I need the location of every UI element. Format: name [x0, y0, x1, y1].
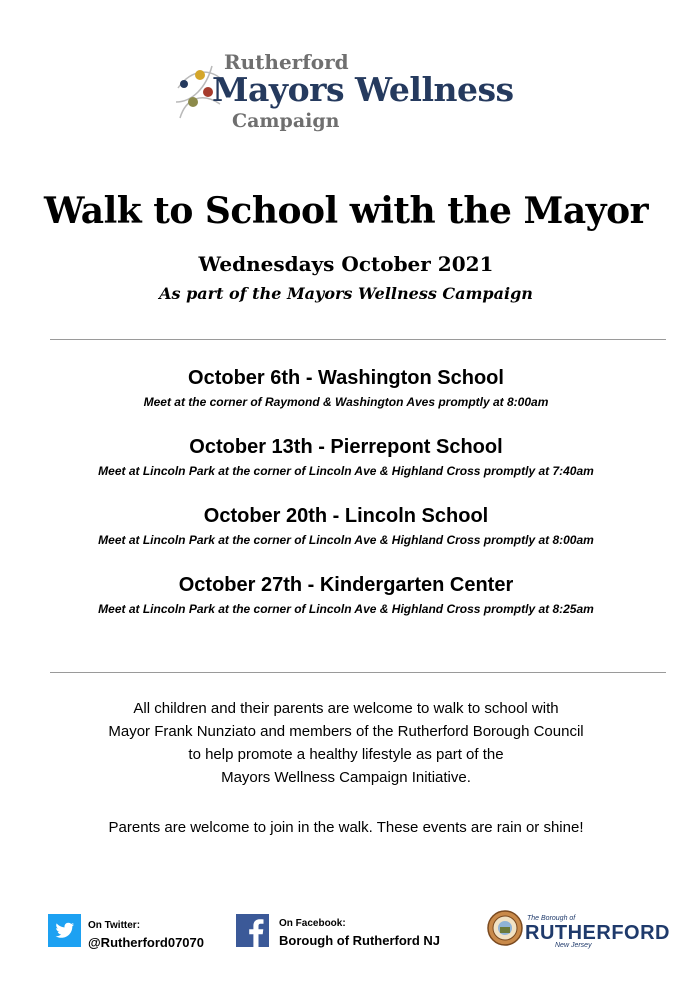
event-detail: Meet at Lincoln Park at the corner of Lincoln Ave & Highland Cross promptly at 8:00am — [98, 533, 594, 547]
page-tagline: As part of the Mayors Wellness Campaign — [159, 284, 533, 303]
event-title: October 13th - Pierrepont School — [189, 436, 503, 458]
event-detail: Meet at Lincoln Park at the corner of Lincoln Ave & Highland Cross promptly at 7:40am — [98, 464, 594, 478]
facebook-info — [279, 917, 440, 951]
event-detail: Meet at Lincoln Park at the corner of Lincoln Ave & Highland Cross promptly at 8:25am — [98, 602, 594, 616]
twitter-info — [88, 919, 204, 953]
logo-text-campaign: Campaign — [232, 110, 340, 132]
invitation-line: Mayor Frank Nunziato and members of the Rutherford Borough Council — [108, 723, 584, 740]
divider-top — [50, 339, 666, 340]
facebook-label: On Facebook: — [279, 918, 346, 929]
twitter-label: On Twitter: — [88, 920, 141, 931]
closing-note: Parents are welcome to join in the walk. These events are rain or shine! — [108, 819, 584, 836]
logo-text-rutherford: Rutherford — [224, 50, 349, 74]
event-detail: Meet at the corner of Raymond & Washington Aves promptly at 8:00am — [143, 395, 549, 409]
logo-text-mayors-wellness: Mayors Wellness — [212, 70, 514, 109]
event-list — [0, 364, 692, 640]
page-title: Walk to School with the Mayor — [43, 190, 649, 232]
footer — [0, 906, 692, 966]
campaign-logo — [172, 50, 552, 138]
twitter-bird-icon[interactable] — [48, 914, 81, 947]
invitation-line: Mayors Wellness Campaign Initiative. — [221, 769, 471, 786]
event-title: October 27th - Kindergarten Center — [178, 574, 514, 596]
event-title: October 20th - Lincoln School — [203, 505, 489, 527]
invitation-line: to help promote a healthy lifestyle as part of the — [188, 746, 504, 763]
borough-small-text: The Borough of — [527, 915, 576, 922]
page-subtitle: Wednesdays October 2021 — [198, 252, 494, 276]
borough-name: RUTHERFORD — [525, 922, 670, 944]
event-item — [0, 364, 692, 433]
rutherford-seal-icon — [487, 910, 523, 946]
event-item — [0, 433, 692, 502]
event-title: October 6th - Washington School — [188, 367, 504, 389]
twitter-handle[interactable]: @Rutherford07070 — [88, 935, 204, 950]
facebook-page[interactable]: Borough of Rutherford NJ — [279, 933, 441, 948]
event-item — [0, 502, 692, 571]
facebook-f-icon[interactable] — [236, 914, 269, 947]
invitation-line: All children and their parents are welcome to walk to school with — [133, 700, 559, 717]
borough-state: New Jersey — [555, 942, 592, 949]
event-item — [0, 571, 692, 640]
divider-bottom — [50, 672, 666, 673]
invitation-paragraph — [0, 697, 692, 789]
